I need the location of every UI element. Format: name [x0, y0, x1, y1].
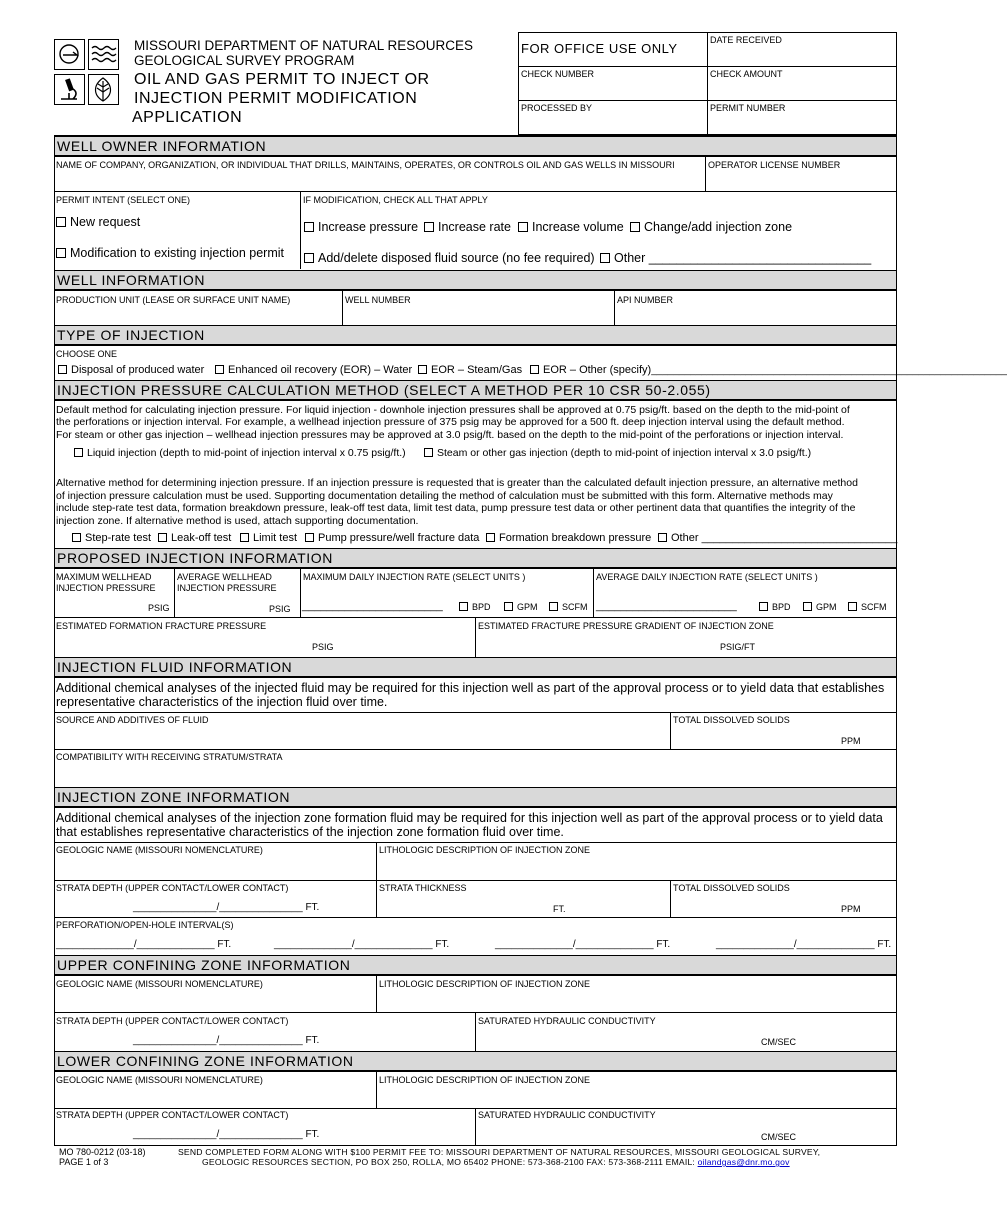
fracture-gradient-label: ESTIMATED FRACTURE PRESSURE GRADIENT OF INJECTION ZONE: [478, 621, 774, 631]
max-wellhead-label-1: MAXIMUM WELLHEAD: [56, 572, 152, 582]
max-daily-rate-label: MAXIMUM DAILY INJECTION RATE (SELECT UNITS ): [303, 572, 526, 582]
form-id: MO 780-0212 (03-18): [59, 1147, 146, 1157]
zone-litho-field[interactable]: LITHOLOGIC DESCRIPTION OF INJECTION ZONE: [379, 845, 591, 855]
section-header-upper: UPPER CONFINING ZONE INFORMATION: [54, 955, 897, 975]
intent-mod-checkbox[interactable]: [56, 248, 66, 258]
avg-daily-rate-label: AVERAGE DAILY INJECTION RATE (SELECT UNITS ): [596, 572, 818, 582]
wind-logo-icon: [54, 39, 85, 70]
avg-gpm-checkbox[interactable]: [803, 602, 812, 611]
type-eor-steam-checkbox[interactable]: [418, 365, 427, 374]
avg-daily-rate-blank[interactable]: _______________________: [596, 600, 737, 612]
alt-breakdown-checkbox[interactable]: [486, 533, 495, 542]
default-method-line2: the perforations or injection interval. For example, a wellhead injection pressure of 375 psig may be approved for a 500 ft. deep injection interval using the default method.: [56, 416, 845, 428]
zone-geologic-name-field[interactable]: GEOLOGIC NAME (MISSOURI NOMENCLATURE): [56, 845, 263, 855]
upper-geologic-name-field[interactable]: GEOLOGIC NAME (MISSOURI NOMENCLATURE): [56, 979, 263, 989]
fluid-tds-ppm: PPM: [841, 736, 861, 746]
lower-depth-label: STRATA DEPTH (UPPER CONTACT/LOWER CONTACT): [56, 1110, 289, 1120]
alt-method-line3: include step-rate test data, formation breakdown pressure, leak-off test data, limit test data, pump pressure test data or other pertinent data that quantifies the integrity of the: [56, 502, 856, 514]
type-disposal-checkbox[interactable]: [58, 365, 67, 374]
mod-rate-option[interactable]: Increase rate: [424, 221, 511, 234]
lower-hydraulic-units[interactable]: CM/SEC: [761, 1132, 797, 1142]
fluid-note-line2: representative characteristics of the injection fluid over time.: [56, 695, 388, 709]
perforation-label: PERFORATION/OPEN-HOLE INTERVAL(S): [56, 920, 234, 930]
alt-other-checkbox[interactable]: [658, 533, 667, 542]
max-daily-rate-blank[interactable]: _______________________: [302, 600, 443, 612]
mod-volume-option[interactable]: Increase volume: [518, 221, 624, 234]
intent-mod-option[interactable]: Modification to existing injection permit: [56, 247, 284, 260]
leaf-logo-icon: [88, 74, 119, 105]
type-disposal-option[interactable]: Disposal of produced water: [58, 364, 204, 377]
mod-other-option[interactable]: Other ________________________________: [600, 252, 871, 265]
mod-fluid-checkbox[interactable]: [304, 253, 314, 263]
fluid-tds-field[interactable]: TOTAL DISSOLVED SOLIDS: [673, 715, 790, 725]
upper-litho-field[interactable]: LITHOLOGIC DESCRIPTION OF INJECTION ZONE: [379, 979, 591, 989]
api-number-field[interactable]: API NUMBER: [617, 295, 674, 305]
production-unit-field[interactable]: PRODUCTION UNIT (LEASE OR SURFACE UNIT NAME): [56, 295, 291, 305]
zone-thickness-label: STRATA THICKNESS: [379, 883, 467, 893]
zone-thickness-ft[interactable]: FT.: [553, 904, 566, 914]
company-name-field[interactable]: NAME OF COMPANY, ORGANIZATION, OR INDIVIDUAL THAT DRILLS, MAINTAINS, OPERATES, OR CONTROLS OIL AND GAS WELLS IN MISSOURI: [56, 160, 675, 170]
alt-pump-checkbox[interactable]: [305, 533, 314, 542]
form-title-line3: APPLICATION: [132, 109, 243, 126]
water-logo-icon: [88, 39, 119, 70]
fracture-pressure-psig[interactable]: PSIG: [312, 642, 334, 652]
avg-wellhead-label-2: INJECTION PRESSURE: [177, 583, 277, 593]
avg-gpm-option[interactable]: GPM: [803, 602, 837, 613]
operator-license-field[interactable]: OPERATOR LICENSE NUMBER: [708, 160, 841, 170]
email-link[interactable]: oilandgas@dnr.mo.gov: [697, 1157, 790, 1167]
page-number: PAGE 1 of 3: [59, 1157, 109, 1167]
alt-limit-checkbox[interactable]: [240, 533, 249, 542]
alt-leakoff-checkbox[interactable]: [158, 533, 167, 542]
max-scfm-option[interactable]: SCFM: [549, 602, 588, 613]
compatibility-field[interactable]: COMPATIBILITY WITH RECEIVING STRATUM/STRATA: [56, 752, 283, 762]
avg-wellhead-psig[interactable]: PSIG: [269, 604, 291, 614]
fracture-gradient-units[interactable]: PSIG/FT: [720, 642, 756, 652]
upper-hydraulic-label: SATURATED HYDRAULIC CONDUCTIVITY: [478, 1016, 656, 1026]
zone-tds-label: TOTAL DISSOLVED SOLIDS: [673, 883, 790, 893]
zone-note-line2: that establishes representative characteristics of the injection zone formation fluid over time.: [56, 825, 564, 839]
alt-limit-option[interactable]: Limit test: [240, 532, 297, 545]
zone-depth-label: STRATA DEPTH (UPPER CONTACT/LOWER CONTACT): [56, 883, 289, 893]
permit-intent-label: PERMIT INTENT (SELECT ONE): [56, 195, 191, 205]
type-other-blank[interactable]: ________________________________________________________________: [651, 365, 1007, 376]
alt-other-blank[interactable]: ________________________________: [701, 532, 898, 544]
perforation-interval-3[interactable]: ______________/______________ FT.: [495, 939, 671, 950]
well-number-field[interactable]: WELL NUMBER: [345, 295, 411, 305]
liquid-injection-checkbox[interactable]: [74, 448, 83, 457]
alt-other-option[interactable]: Other ________________________________: [658, 532, 897, 545]
type-eor-water-option[interactable]: Enhanced oil recovery (EOR) – Water: [215, 364, 412, 377]
default-method-line1: Default method for calculating injection pressure. For liquid injection - downhole injection pressures shall be approved at 0.75 psig/ft. based on the depth to the mid-point of: [56, 404, 850, 416]
lower-depth-blank[interactable]: _______________/_______________ FT.: [133, 1129, 320, 1140]
perforation-interval-1[interactable]: ______________/______________ FT.: [56, 939, 232, 950]
section-header-lower: LOWER CONFINING ZONE INFORMATION: [54, 1051, 897, 1071]
section-header-proposed: PROPOSED INJECTION INFORMATION: [54, 548, 897, 568]
footer-send-line2: GEOLOGIC RESOURCES SECTION, PO BOX 250, ROLLA, MO 65402 PHONE: 573-368-2100 FAX: 573-368-2111 EMAIL: oilandgas@dnr.mo.gov: [202, 1157, 790, 1167]
steam-injection-checkbox[interactable]: [424, 448, 433, 457]
mod-other-blank[interactable]: ________________________________: [648, 251, 872, 265]
max-gpm-option[interactable]: GPM: [504, 602, 538, 613]
fracture-pressure-label: ESTIMATED FORMATION FRACTURE PRESSURE: [56, 621, 267, 631]
mod-zone-option[interactable]: Change/add injection zone: [630, 221, 792, 234]
section-header-calc: INJECTION PRESSURE CALCULATION METHOD (SELECT A METHOD PER 10 CSR 50-2.055): [54, 380, 897, 400]
avg-bpd-option[interactable]: BPD: [759, 602, 791, 613]
choose-one-label: CHOOSE ONE: [56, 349, 118, 359]
alt-leakoff-option[interactable]: Leak-off test: [158, 532, 231, 545]
lower-hydraulic-label: SATURATED HYDRAULIC CONDUCTIVITY: [478, 1110, 656, 1120]
mod-volume-checkbox[interactable]: [518, 222, 528, 232]
mod-other-checkbox[interactable]: [600, 253, 610, 263]
section-header-fluid: INJECTION FLUID INFORMATION: [54, 657, 897, 677]
check-number-field[interactable]: CHECK NUMBER: [521, 69, 595, 79]
mod-pressure-option[interactable]: Increase pressure: [304, 221, 418, 234]
perforation-interval-4[interactable]: ______________/______________ FT.: [716, 939, 892, 950]
type-eor-steam-option[interactable]: EOR – Steam/Gas: [418, 364, 522, 377]
max-wellhead-label-2: INJECTION PRESSURE: [56, 583, 156, 593]
zone-depth-blank[interactable]: _______________/_______________ FT.: [133, 902, 320, 913]
avg-scfm-option[interactable]: SCFM: [848, 602, 887, 613]
mod-fluid-option[interactable]: Add/delete disposed fluid source (no fee required): [304, 252, 595, 265]
alt-breakdown-option[interactable]: Formation breakdown pressure: [486, 532, 651, 545]
modification-label: IF MODIFICATION, CHECK ALL THAT APPLY: [303, 195, 488, 205]
max-bpd-option[interactable]: BPD: [459, 602, 491, 613]
max-bpd-checkbox[interactable]: [459, 602, 468, 611]
steam-injection-option[interactable]: Steam or other gas injection (depth to mid-point of injection interval x 3.0 psig/ft.): [424, 447, 811, 460]
alt-pump-option[interactable]: Pump pressure/well fracture data: [305, 532, 479, 545]
avg-scfm-checkbox[interactable]: [848, 602, 857, 611]
section-header-well: WELL INFORMATION: [54, 270, 897, 290]
type-eor-water-checkbox[interactable]: [215, 365, 224, 374]
type-eor-other-option[interactable]: EOR – Other (specify)________________________________________________________________: [530, 364, 1007, 377]
max-scfm-checkbox[interactable]: [549, 602, 558, 611]
section-header-type: TYPE OF INJECTION: [54, 325, 897, 345]
program-name: GEOLOGICAL SURVEY PROGRAM: [134, 53, 355, 68]
liquid-injection-option[interactable]: Liquid injection (depth to mid-point of injection interval x 0.75 psig/ft.): [74, 447, 406, 460]
agency-name: MISSOURI DEPARTMENT OF NATURAL RESOURCES: [134, 38, 474, 53]
intent-new-checkbox[interactable]: [56, 217, 66, 227]
fluid-note-line1: Additional chemical analyses of the injected fluid may be required for this injection well as part of the approval process or to yield data that establishes: [56, 681, 885, 695]
office-use-title: FOR OFFICE USE ONLY: [521, 41, 678, 56]
mod-pressure-checkbox[interactable]: [304, 222, 314, 232]
alt-method-line2: of injection pressure calculation must be used. Supporting documentation detailing the method of calculation must be submitted with this form. Alternative methods may: [56, 490, 833, 502]
intent-new-option[interactable]: New request: [56, 216, 140, 229]
section-header-owner: WELL OWNER INFORMATION: [54, 136, 897, 156]
lower-geologic-name-field[interactable]: GEOLOGIC NAME (MISSOURI NOMENCLATURE): [56, 1075, 263, 1085]
check-amount-field[interactable]: CHECK AMOUNT: [710, 69, 783, 79]
perforation-interval-2[interactable]: ______________/______________ FT.: [274, 939, 450, 950]
type-eor-other-checkbox[interactable]: [530, 365, 539, 374]
default-method-line3: For steam or other gas injection – wellhead injection pressures may be approved at 3.0 psig/ft. based on the depth to the mid-point of the perforations or injection interval.: [56, 429, 844, 441]
mod-rate-checkbox[interactable]: [424, 222, 434, 232]
footer-send-line1: SEND COMPLETED FORM ALONG WITH $100 PERMIT FEE TO: MISSOURI DEPARTMENT OF NATURAL RESOURCES, MISSOURI GEOLOGICAL SURVEY,: [178, 1147, 821, 1157]
max-wellhead-psig[interactable]: PSIG: [148, 603, 170, 613]
fluid-source-field[interactable]: SOURCE AND ADDITIVES OF FLUID: [56, 715, 209, 725]
alt-steprate-checkbox[interactable]: [72, 533, 81, 542]
zone-tds-ppm[interactable]: PPM: [841, 904, 861, 914]
upper-depth-blank[interactable]: _______________/_______________ FT.: [133, 1035, 320, 1046]
date-received-field[interactable]: DATE RECEIVED: [710, 35, 782, 45]
alt-steprate-option[interactable]: Step-rate test: [72, 532, 151, 545]
upper-hydraulic-units[interactable]: CM/SEC: [761, 1037, 797, 1047]
form-title-line2: INJECTION PERMIT MODIFICATION: [134, 90, 418, 107]
permit-number-field[interactable]: PERMIT NUMBER: [710, 103, 786, 113]
avg-bpd-checkbox[interactable]: [759, 602, 768, 611]
section-header-zone: INJECTION ZONE INFORMATION: [54, 787, 897, 807]
form-title-line1: OIL AND GAS PERMIT TO INJECT OR: [134, 71, 430, 88]
mod-zone-checkbox[interactable]: [630, 222, 640, 232]
lower-litho-field[interactable]: LITHOLOGIC DESCRIPTION OF INJECTION ZONE: [379, 1075, 591, 1085]
microscope-logo-icon: [54, 74, 85, 105]
avg-wellhead-label-1: AVERAGE WELLHEAD: [177, 572, 272, 582]
upper-depth-label: STRATA DEPTH (UPPER CONTACT/LOWER CONTACT): [56, 1016, 289, 1026]
alt-method-line4: injection zone. If alternative method is used, attach supporting documentation.: [56, 515, 419, 527]
alt-method-line1: Alternative method for determining injection pressure. If an injection pressure is requested that is greater than the calculated default injection pressure, an alternative method: [56, 477, 858, 489]
zone-note-line1: Additional chemical analyses of the injection zone formation fluid may be required for this injection well as part of the approval process or to yield data: [56, 811, 883, 825]
max-gpm-checkbox[interactable]: [504, 602, 513, 611]
processed-by-field[interactable]: PROCESSED BY: [521, 103, 593, 113]
